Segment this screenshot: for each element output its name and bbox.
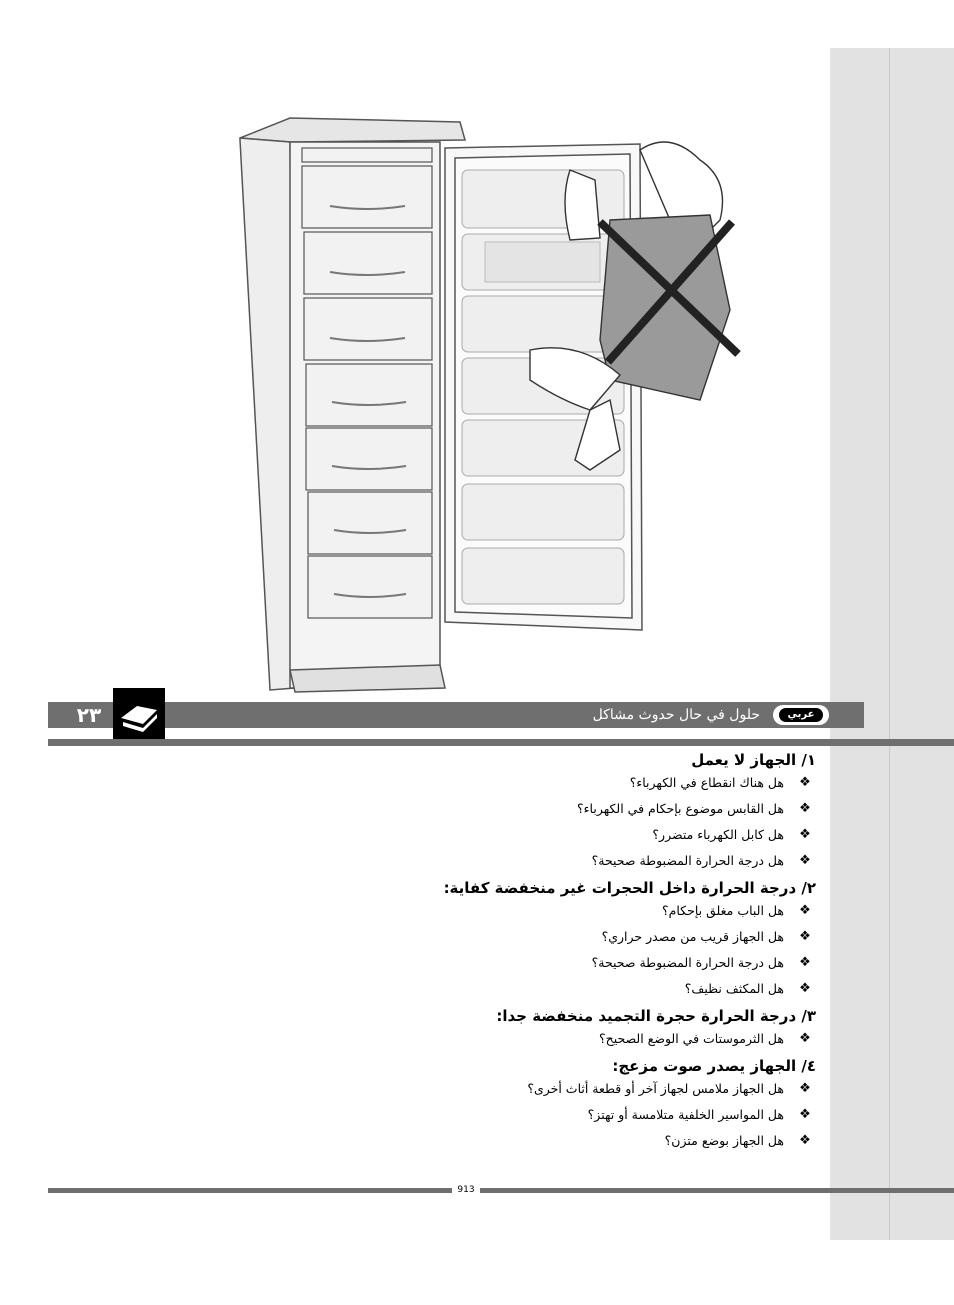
list-item bbox=[300, 980, 816, 998]
diamond-bullet-icon: ❖ bbox=[799, 903, 811, 918]
top-divider bbox=[48, 739, 954, 746]
section-3 bbox=[300, 1006, 816, 1048]
section-title: ١/ الجهاز لا يعمل bbox=[691, 751, 816, 769]
item-text: هل الثرموستات في الوضع الصحيح؟ bbox=[599, 1031, 784, 1046]
list-item bbox=[300, 1132, 816, 1150]
diamond-bullet-icon: ❖ bbox=[799, 827, 811, 842]
troubleshooting-list bbox=[300, 748, 816, 1158]
item-text: هل المواسير الخلفية متلامسة أو تهتز؟ bbox=[587, 1107, 784, 1122]
diamond-bullet-icon: ❖ bbox=[799, 853, 811, 868]
item-text: هل القابس موضوع بإحكام في الكهرباء؟ bbox=[577, 801, 784, 816]
diamond-bullet-icon: ❖ bbox=[799, 929, 811, 944]
item-text: هل المكثف نظيف؟ bbox=[684, 981, 784, 996]
diamond-bullet-icon: ❖ bbox=[799, 1107, 811, 1122]
item-text: هل الباب مغلق بإحكام؟ bbox=[662, 903, 784, 918]
list-item bbox=[300, 1030, 816, 1048]
section-2 bbox=[300, 878, 816, 998]
page-number: ٢٣ bbox=[76, 703, 102, 727]
diamond-bullet-icon: ❖ bbox=[799, 801, 811, 816]
list-item bbox=[300, 852, 816, 870]
item-text: هل هناك انقطاع في الكهرباء؟ bbox=[629, 775, 784, 790]
freezer-illustration bbox=[230, 110, 750, 700]
bottom-divider bbox=[48, 1188, 954, 1193]
diamond-bullet-icon: ❖ bbox=[799, 981, 811, 996]
section-title: ٢/ درجة الحرارة داخل الحجرات غير منخفضة كفاية: bbox=[443, 879, 816, 897]
item-text: هل الجهاز قريب من مصدر حراري؟ bbox=[601, 929, 784, 944]
section-title: ٣/ درجة الحرارة حجرة التجميد منخفضة جدا: bbox=[496, 1007, 816, 1025]
side-panel bbox=[830, 48, 954, 1240]
list-item bbox=[300, 954, 816, 972]
diamond-bullet-icon: ❖ bbox=[799, 955, 811, 970]
list-item bbox=[300, 826, 816, 844]
footer-page-code: 913 bbox=[452, 1184, 480, 1196]
diamond-bullet-icon: ❖ bbox=[799, 1031, 811, 1046]
section-4 bbox=[300, 1056, 816, 1150]
list-item bbox=[300, 800, 816, 818]
language-badge-label: عربي bbox=[779, 708, 823, 722]
side-panel-divider bbox=[889, 48, 890, 1240]
book-icon bbox=[113, 688, 165, 740]
section-1 bbox=[300, 750, 816, 870]
item-text: هل الجهاز ملامس لجهاز آخر أو قطعة أثاث أخرى؟ bbox=[527, 1081, 784, 1096]
language-badge bbox=[773, 705, 829, 725]
list-item bbox=[300, 902, 816, 920]
diamond-bullet-icon: ❖ bbox=[799, 775, 811, 790]
diamond-bullet-icon: ❖ bbox=[799, 1081, 811, 1096]
list-item bbox=[300, 774, 816, 792]
diamond-bullet-icon: ❖ bbox=[799, 1133, 811, 1148]
list-item bbox=[300, 1106, 816, 1124]
item-text: هل درجة الحرارة المضبوطة صحيحة؟ bbox=[591, 955, 784, 970]
list-item bbox=[300, 928, 816, 946]
section-title: ٤/ الجهاز يصدر صوت مزعج: bbox=[612, 1057, 816, 1075]
item-text: هل درجة الحرارة المضبوطة صحيحة؟ bbox=[591, 853, 784, 868]
item-text: هل الجهاز بوضع متزن؟ bbox=[664, 1133, 784, 1148]
list-item bbox=[300, 1080, 816, 1098]
section-header-title: حلول في حال حدوث مشاكل bbox=[592, 707, 760, 723]
item-text: هل كابل الكهرباء متضرر؟ bbox=[652, 827, 784, 842]
